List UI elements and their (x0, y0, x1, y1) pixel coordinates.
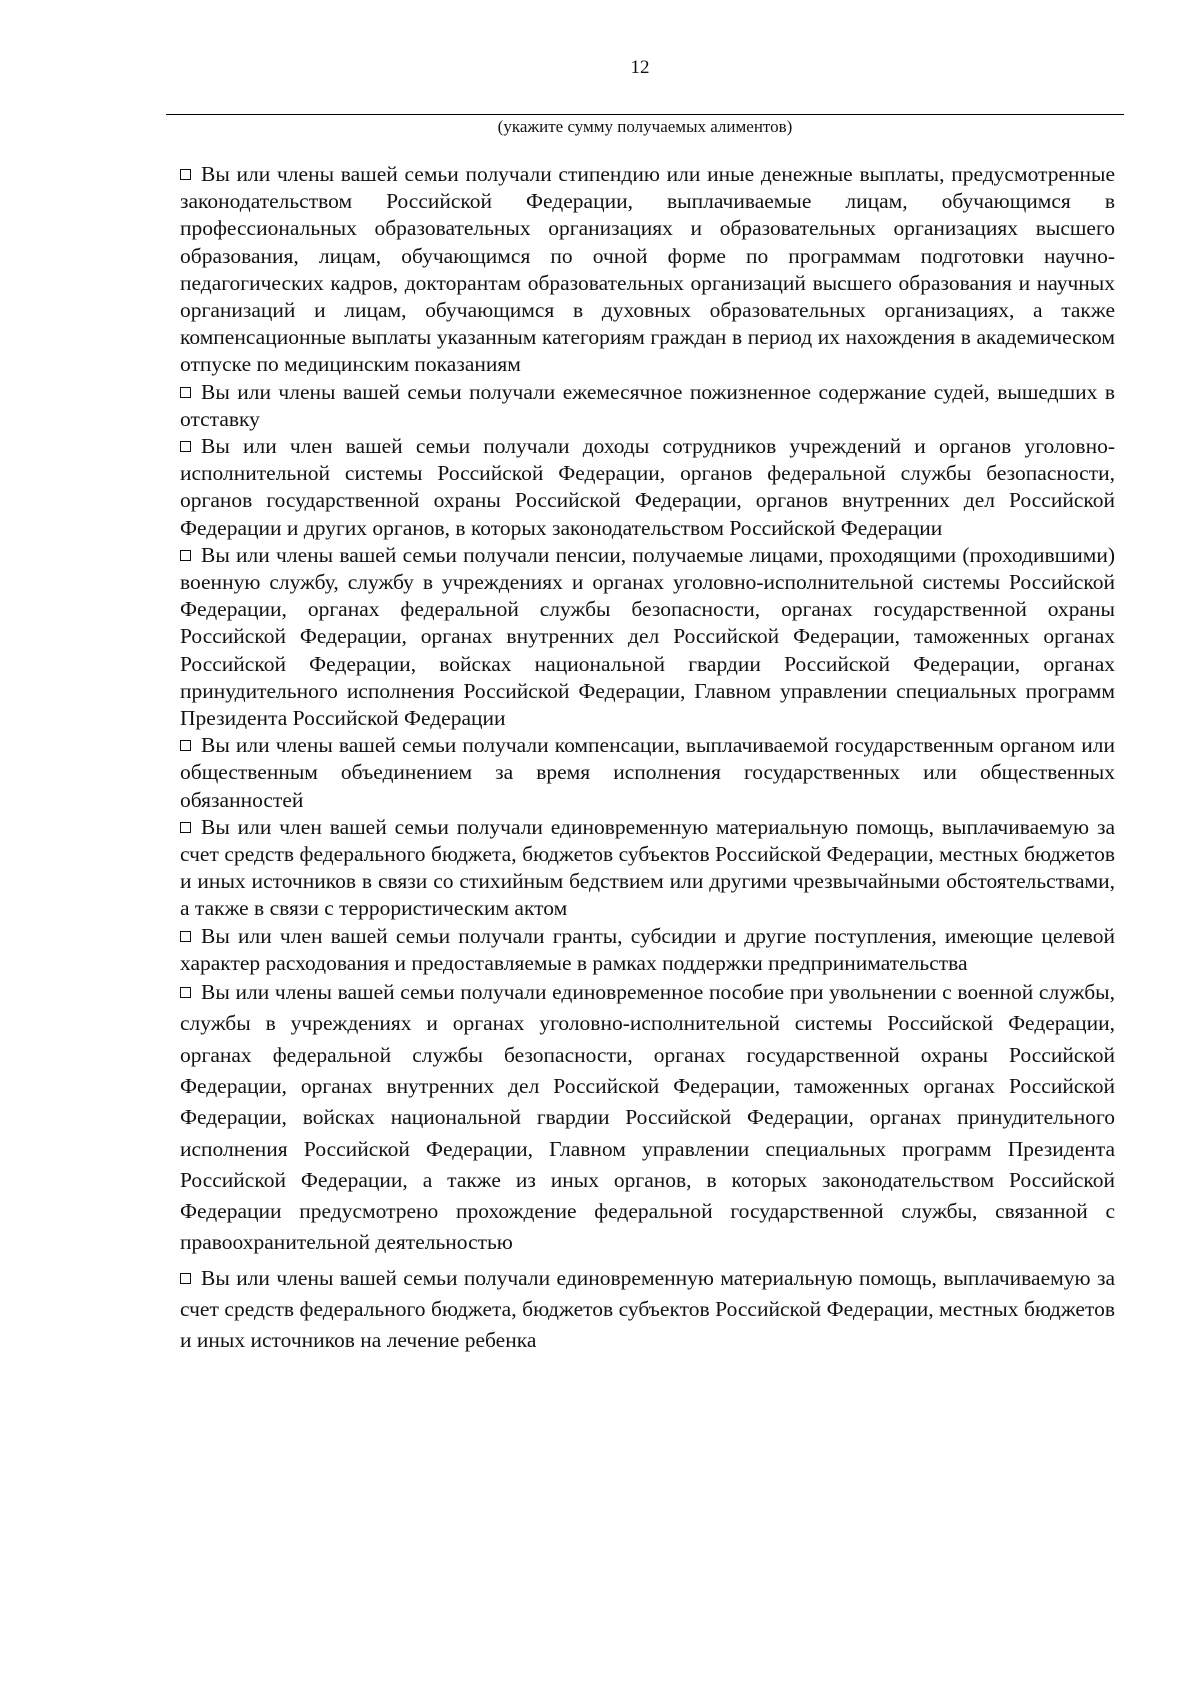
item-text: Вы или члены вашей семьи получали пенсии, получаемые лицами, проходящими (проходившими) военную службу, службу в учреждениях и органах уголовно-исполнительной системы Российской Федерации, органах федеральной службы безопасности, органах государственной охраны Российской Федерации, органах внутренних дел Российской Федерации, таможенных органах Российской Федерации, войсках национальной гвардии Российской Федерации, органах принудительного исполнения Российской Федерации, Главном управлении специальных программ Президента Российской Федерации (180, 542, 1115, 731)
checkbox[interactable] (180, 441, 191, 452)
list-item (180, 814, 1115, 923)
item-text: Вы или члены вашей семьи получали стипендию или иные денежные выплаты, предусмотренные законодательством Российской Федерации, выплачиваемые лицам, обучающимся в профессиональных образовательных организациях и образовательных организациях высшего образования, лицам, обучающимся по очной форме по программам подготовки научно-педагогических кадров, докторантам образовательных организаций высшего образования и научных организаций и лицам, обучающимся в духовных образовательных организациях, а также компенсационные выплаты указанным категориям граждан в период их нахождения в академическом отпуске по медицинским показаниям (180, 162, 1115, 377)
checkbox[interactable] (180, 550, 191, 561)
checkbox[interactable] (180, 931, 191, 942)
checkbox[interactable] (180, 387, 191, 398)
list-item (180, 379, 1115, 433)
checkbox[interactable] (180, 169, 191, 180)
list-item (180, 161, 1115, 379)
list-item (180, 923, 1115, 977)
item-text: Вы или члены вашей семьи получали единовременную материальную помощь, выплачиваемую за счет средств федерального бюджета, бюджетов субъектов Российской Федерации, местных бюджетов и иных источников на лечение ребенка (180, 1265, 1115, 1353)
item-text: Вы или член вашей семьи получали доходы сотрудников учреждений и органов уголовно-исполнительной системы Российской Федерации, органов федеральной службы безопасности, органов государственной охраны Российской Федерации, органов внутренних дел Российской Федерации и других органов, в которых законодательством Российской Федерации (180, 434, 1115, 540)
list-item (180, 1263, 1115, 1357)
alimony-caption: (укажите сумму получаемых алиментов) (497, 117, 793, 136)
answer-line (166, 114, 1124, 115)
list-item (180, 542, 1115, 732)
list-item (180, 433, 1115, 542)
page-number: 12 (630, 57, 650, 78)
list-item (180, 732, 1115, 814)
checkbox-list (180, 161, 1115, 1357)
item-text: Вы или члены вашей семьи получали компенсации, выплачиваемой государственным органом или общественным объединением за время исполнения государственных или общественных обязанностей (180, 733, 1115, 812)
checkbox[interactable] (180, 1273, 191, 1284)
item-text: Вы или член вашей семьи получали гранты, субсидии и другие поступления, имеющие целевой характер расходования и предоставляемые в рамках поддержки предпринимательства (180, 923, 1115, 975)
checkbox[interactable] (180, 822, 191, 833)
item-text: Вы или члены вашей семьи получали единовременное пособие при увольнении с военной службы, службы в учреждениях и органах уголовно-исполнительной системы Российской Федерации, органах федеральной службы безопасности, органах государственной охраны Российской Федерации, органах внутренних дел Российской Федерации, таможенных органах Российской Федерации, войсках национальной гвардии Российской Федерации, органах принудительного исполнения Российской Федерации, Главном управлении специальных программ Президента Российской Федерации, а также из иных органов, в которых законодательством Российской Федерации предусмотрено прохождение федеральной государственной службы, связанной с правоохранительной деятельностью (180, 980, 1115, 1255)
item-text: Вы или члены вашей семьи получали ежемесячное пожизненное содержание судей, вышедших в отставку (180, 379, 1115, 431)
list-item (180, 977, 1115, 1259)
checkbox[interactable] (180, 987, 191, 998)
checkbox[interactable] (180, 740, 191, 751)
item-text: Вы или член вашей семьи получали единовременную материальную помощь, выплачиваемую за счет средств федерального бюджета, бюджетов субъектов Российской Федерации, местных бюджетов и иных источников в связи со стихийным бедствием или другими чрезвычайными обстоятельствами, а также в связи с террористическим актом (180, 814, 1115, 921)
